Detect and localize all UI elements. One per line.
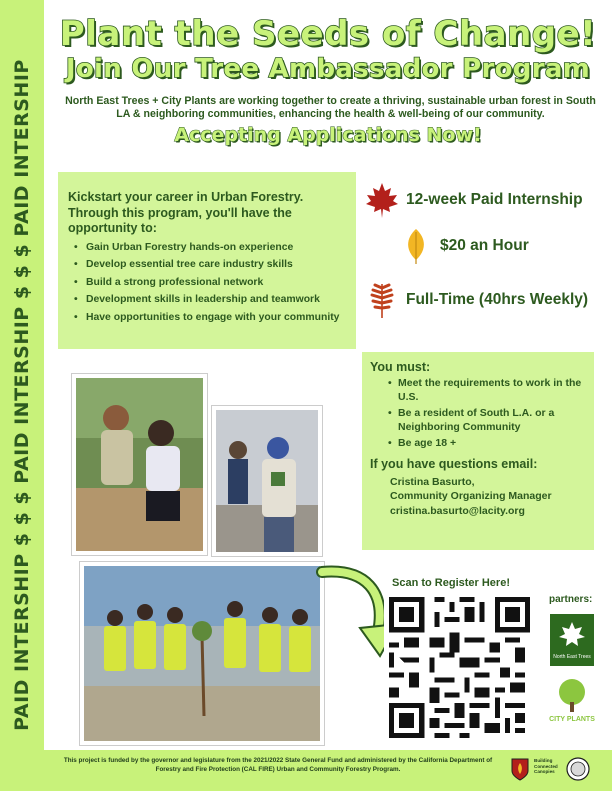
photo-planting: [72, 374, 207, 555]
nets-logo-text: North East Trees: [553, 654, 591, 660]
accepting-applications-heading: Accepting Applications Now!: [174, 124, 482, 146]
contact-block: [370, 475, 588, 519]
registration-qr-code[interactable]: [384, 592, 530, 738]
contact-email[interactable]: cristina.basurto@lacity.org: [390, 504, 525, 517]
list-item: • Gain Urban Forestry hands-on experience: [68, 241, 348, 255]
questions-title: If you have questions email:: [370, 456, 538, 471]
city-plants-logo-text: CITY PLANTS: [549, 716, 595, 723]
feature-label: $20 an Hour: [440, 237, 529, 254]
list-item: • Build a strong professional network: [68, 276, 348, 290]
contact-name: Cristina Basurto,: [390, 475, 475, 488]
building-connected-canopies-logo: Building Connected Canopies: [534, 758, 558, 774]
kickstart-intro: Kickstart your career in Urban Forestry. Through this program, you'll have the opportunity to:: [68, 190, 304, 235]
partners-label: partners:: [549, 594, 593, 605]
list-item: • Be age 18 +: [370, 437, 588, 451]
feature-hours: [362, 280, 588, 320]
photo-group: [80, 562, 324, 745]
list-item: • Meet the requirements to work in the U.S.: [370, 377, 588, 404]
city-plants-logo: [540, 676, 604, 726]
scan-to-register-label: Scan to Register Here!: [392, 577, 510, 589]
kickstart-panel: [58, 172, 356, 349]
requirements-list: [370, 377, 588, 451]
photo-planting-image: [76, 378, 203, 551]
list-item: • Development skills in leadership and teamwork: [68, 293, 348, 307]
leaf-logo-icon: [557, 620, 587, 650]
side-banner-strip: [0, 0, 44, 791]
north-east-trees-logo: [550, 614, 594, 666]
cal-fire-logo-icon: [510, 757, 530, 781]
page-subtitle: Join Our Tree Ambassador Program: [65, 54, 591, 84]
contact-title: Community Organizing Manager: [390, 490, 552, 502]
intro-paragraph: North East Trees + City Plants are working together to create a thriving, sustainable urban forest in South LA & neighboring communities, enhancing the health & well-being of our community.: [65, 95, 596, 120]
feature-pay: [396, 226, 529, 266]
opportunity-list: [68, 241, 348, 325]
list-item: • Be a resident of South L.A. or a Neighboring Community: [370, 407, 588, 434]
page-title: Plant the Seeds of Change!: [59, 14, 597, 54]
photo-group-image: [84, 566, 320, 741]
maple-leaf-icon: [362, 180, 402, 220]
funding-statement: This project is funded by the governor and legislature from the 2021/2022 State General Fund and administered by the California Department of Forestry and Fire Protection (CAL FIRE) Urban and Community Forestry Program.: [63, 757, 493, 773]
requirements-panel: [362, 352, 594, 550]
requirements-title: You must:: [370, 360, 431, 374]
city-seal-icon: [566, 757, 590, 781]
list-item: • Have opportunities to engage with your community: [68, 311, 348, 325]
feature-label: Full-Time (40hrs Weekly): [406, 291, 589, 308]
photo-event: [212, 406, 322, 556]
feature-duration: [362, 180, 583, 220]
photo-event-image: [216, 410, 318, 552]
side-banner-text: PAID INTERSHIP $ $ $ PAID INTERSHIP $ $ $ PAID INTERSHIP: [11, 59, 33, 731]
yellow-leaf-icon: [396, 226, 436, 266]
list-item: • Develop essential tree care industry skills: [68, 258, 348, 272]
fern-leaf-icon: [362, 280, 402, 320]
feature-label: 12-week Paid Internship: [406, 191, 583, 208]
